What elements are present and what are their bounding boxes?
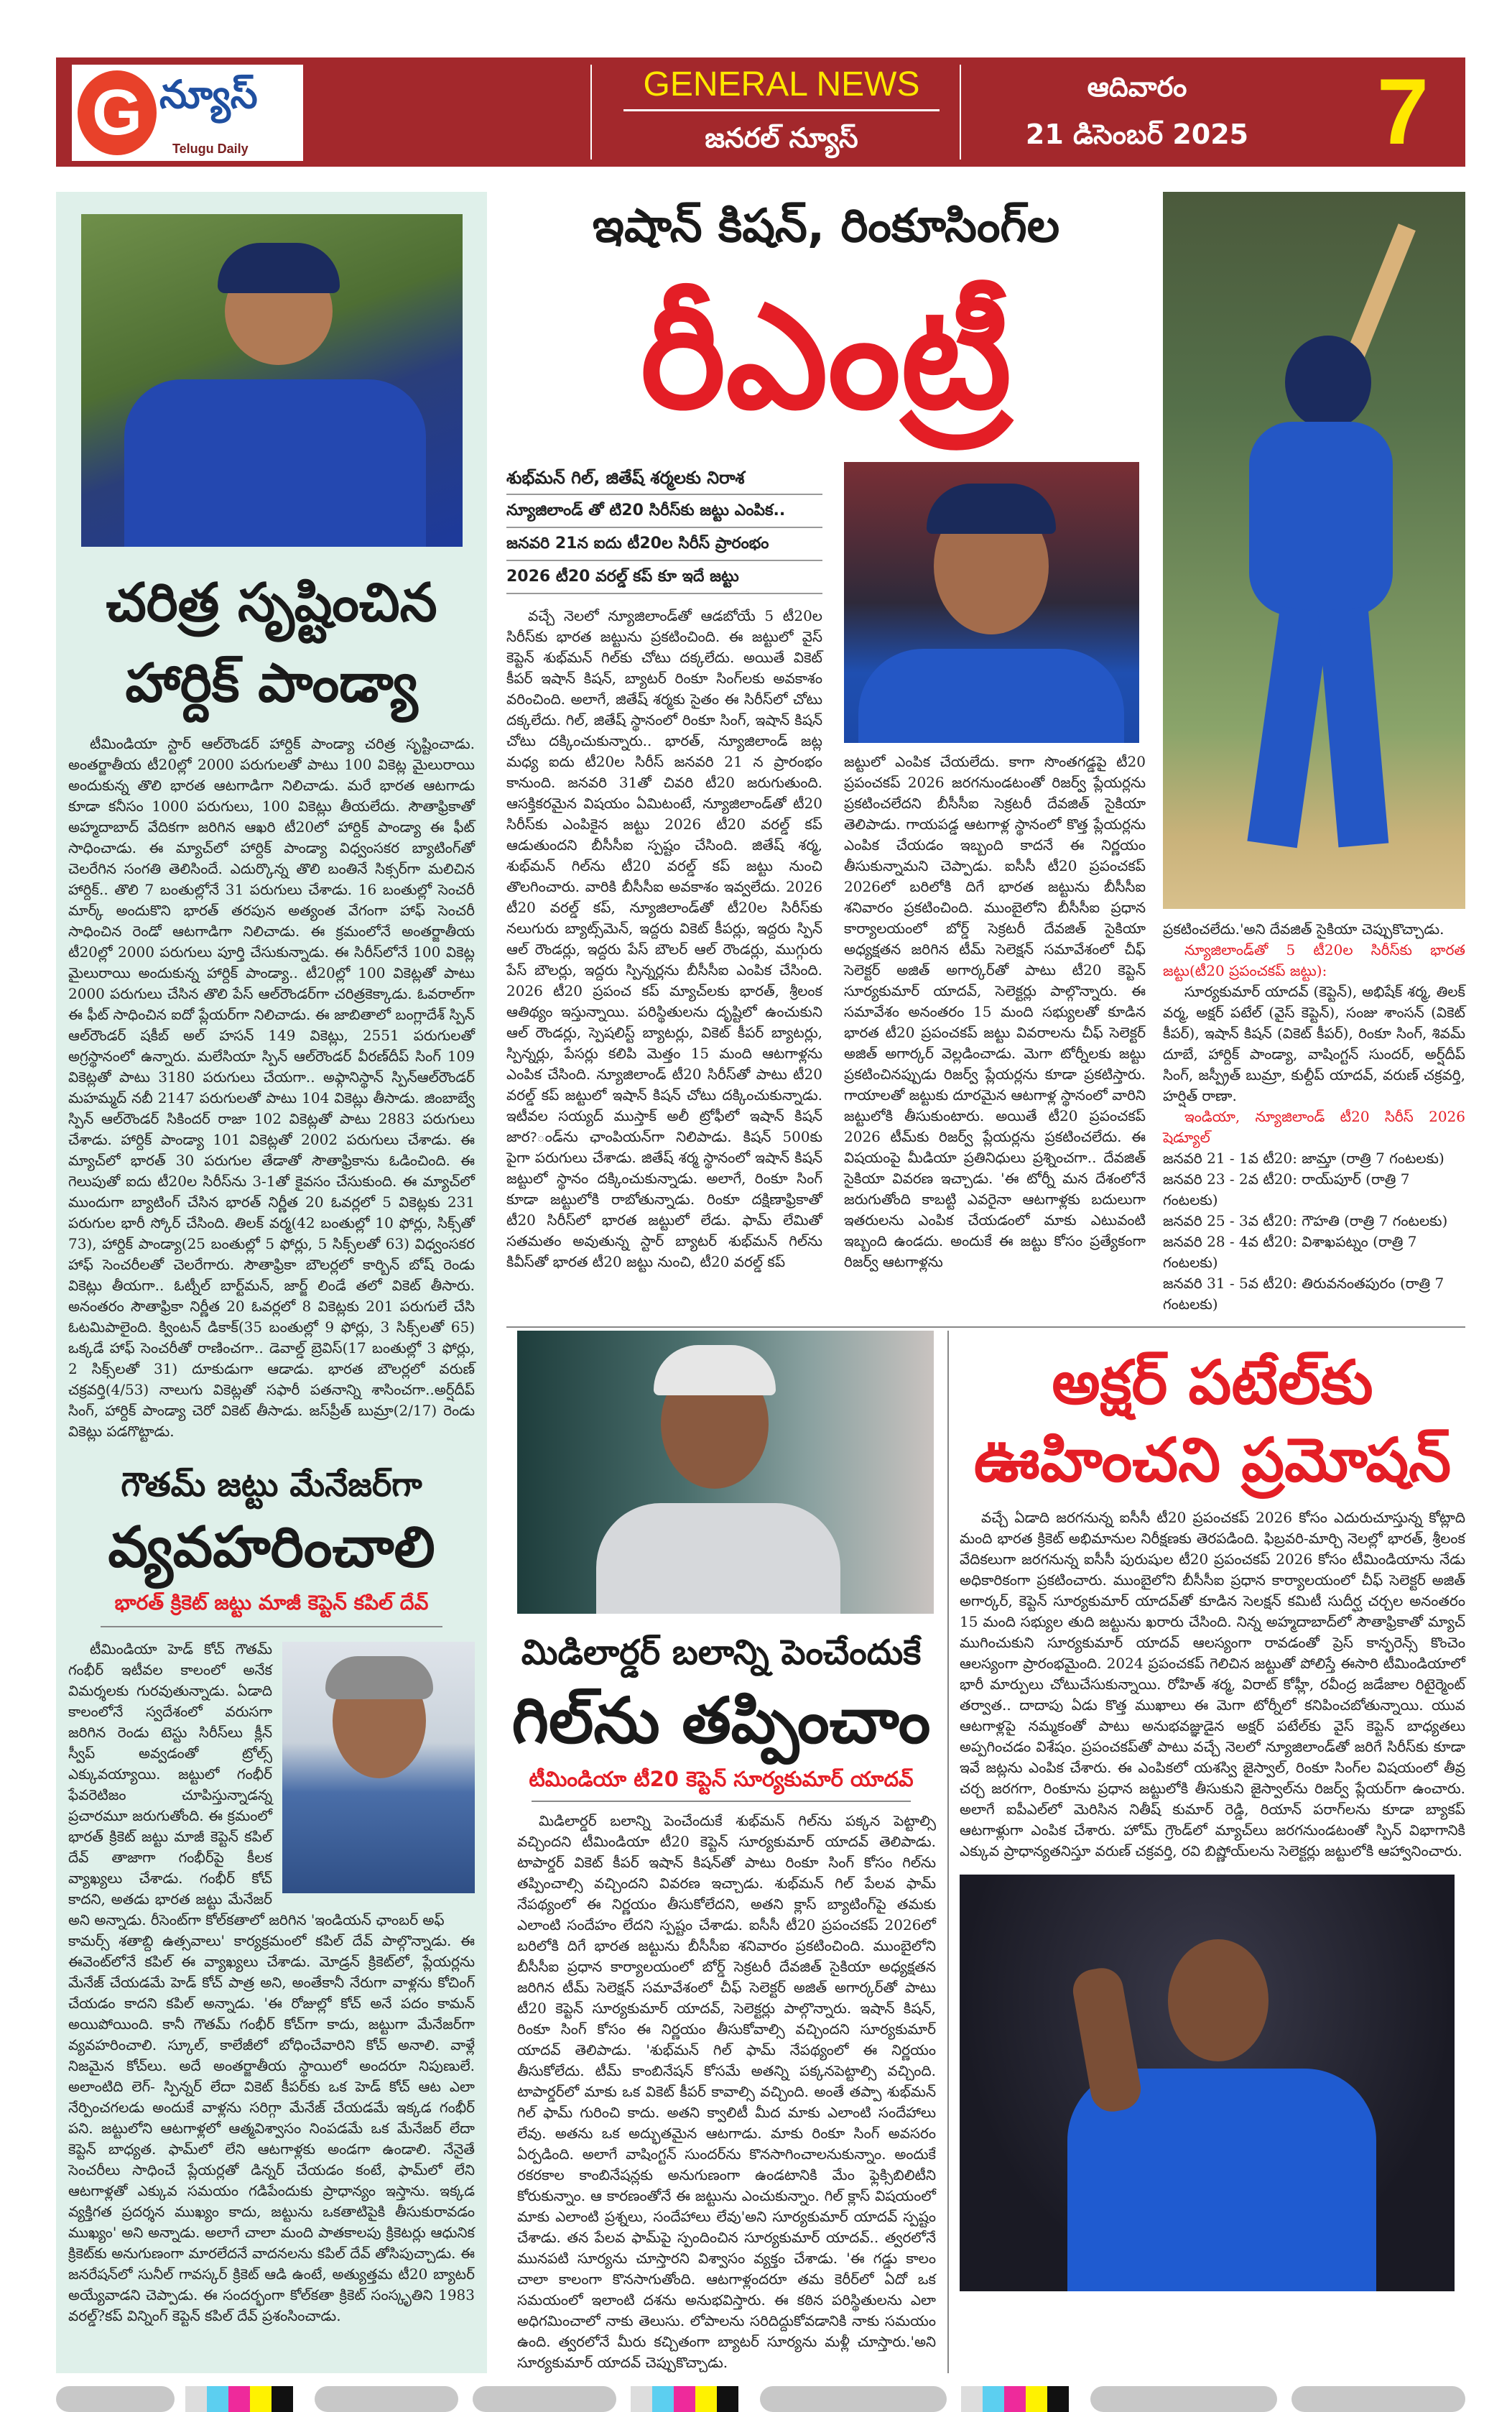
print-color-bar <box>56 2386 1465 2412</box>
header-divider <box>590 65 592 160</box>
axar-patel-photo <box>960 1875 1455 2291</box>
issue-date: 21 డిసెంబర్ 2025 <box>1025 119 1249 150</box>
gill-story <box>506 1331 947 2373</box>
schedule-item: జనవరి 25 - 3వ టీ20: గౌహతి (రాత్రి 7 గంటలకు) <box>1163 1212 1448 1229</box>
gray-bar <box>760 2386 947 2412</box>
hardik-headline <box>68 563 475 724</box>
article-paragraph: ప్రకటించలేదు.'అని దేవజిత్ సైకియా చెప్పుకొచ్చాడు. <box>1163 920 1444 938</box>
article-paragraph: జట్టులో ఎంపిక చేయలేదు. కాగా సొంతగడ్డపై టీ20 ప్రపంచకప్ 2026 జరగనుండటంతో రిజర్వ్ ప్లేయర్లను ప్రకటించలేదని బీసీసీఐ సెక్రటరీ దేవజిత్ సైకియా తెలిపాడు. గాయపడ్డ ఆటగాళ్ల స్థానంలో కొత్త ప్లేయర్లను ఎంపిక చేయడం ఇబ్బంది కాదనే ఈ నిర్ణయం తీసుకున్నామని చెప్పాడు. ఐసీసీ టీ20 ప్రపంచకప్ 2026లో బరిలోకి దిగే భారత జట్టును బీసీసీఐ శనివారం ప్రకటించింది. ముంబైలోని బీసీసీఐ ప్రధాన కార్యాలయంలో బోర్డ్ సెక్రటరీ దేవజిత్ సైకియా అధ్యక్షతన జరిగిన టీమ్ సెలెక్షన్ సమావేశంలో చీఫ్ సెలెక్టర్ అజిత్ అగార్కర్‌తో పాటు టీ20 కెప్టెన్ సూర్యకుమార్ యాదవ్, సెలెక్టర్లు పాల్గొన్నారు. ఈ సమావేశం అనంతరం 15 మంది సభ్యులతో కూడిన భారత టీ20 ప్రపంచకప్ జట్టు వివరాలను చీఫ్ సెలెక్టర్ అజిత్ అగార్కర్ వెల్లడించాడు. మెగా టోర్నీలకు జట్టు ప్రకటించినప్పుడు రిజర్వ్ ప్లేయర్లను కూడా ప్రకటిస్తారు. గాయాలతో జట్టుకు దూరమైన ఆటగాళ్ల స్థానంలో వారిని జట్టులోకి తీసుకుంటారు. అయితే టీ20 ప్రపంచకప్ 2026 టీమ్‌కు రిజర్వ్ ప్లేయర్లను ప్రకటించలేదు. ఈ విషయంపై మీడియా ప్రతినిధులు ప్రశ్నించగా.. దేవజిత్ సైకియా వివరణ ఇచ్చాడు. 'ఈ టోర్నీ మన దేశంలోనే జరుగుతోంది కాబట్టి ఎవరైనా ఆటగాళ్లకు బదులుగా ఇతరులను ఎంపిక చేయడంలో మాకు ఎటువంటి ఇబ్బంది ఉండదు. అందుకే ఈ జట్టు కోసం ప్రత్యేకంగా రిజర్వ్ ఆటగాళ్లను <box>844 753 1146 1270</box>
color-swatch <box>631 2386 652 2412</box>
article-paragraph: మిడిలార్డర్ బలాన్ని పెంచేందుకే శుభ్‌మన్ గిల్‌ను పక్కన పెట్టాల్సి వచ్చిందని టీమిండియా టీ20 కెప్టెన్ సూర్యకుమార్ యాదవ్ తెలిపాడు. టాపార్డర్ వికెట్ కీపర్ ఇషాన్ కిషన్‌తో పాటు రింకూ సింగ్ కోసం గిల్‌ను తప్పించాల్సి వచ్చిందని వివరణ ఇచ్చాడు. శుభ్‌మన్ గిల్ పేలవ ఫామ్ నేపథ్యంలో ఈ నిర్ణయం తీసుకోలేదని, అతని క్లాస్ బ్యాటింగ్‌పై తమకు ఎలాంటి సందేహం లేదని స్పష్టం చేశాడు. ఐసీసీ టీ20 ప్రపంచకప్ 2026లో బరిలోకి దిగే భారత జట్టును బీసీసీఐ శనివారం ప్రకటించింది. ముంబైలోని బీసీసీఐ ప్రధాన కార్యాలయంలో బోర్డ్ సెక్రటరీ దేవజిత్ సైకియా అధ్యక్షతన జరిగిన టీమ్ సెలెక్షన్ సమావేశంలో చీఫ్ సెలెక్టర్ అజిత్ అగార్కర్‌తో పాటు టీ20 కెప్టెన్ సూర్యకుమార్ యాదవ్, సెలెక్టర్లు పాల్గొన్నారు. ఇషాన్ కిషన్, రింకూ సింగ్ కోసం ఈ నిర్ణయం తీసుకోవాల్సి వచ్చిందని సూర్యకుమార్ యాదవ్ తెలిపాడు. 'శుభ్‌మన్ గిల్ ఫామ్ నేపథ్యంలో ఈ నిర్ణయం తీసుకోలేదు. టీమ్ కాంబినేషన్ కోసమే అతన్ని పక్కనపెట్టాల్సి వచ్చింది. టాపార్డర్‌లో మాకు ఒక వికెట్ కీపర్ కావాల్సి వచ్చింది. అంతే తప్పా శుభ్‌మన్ గిల్ ఫామ్ గురించి కాదు. అతని క్వాలిటీ మీద మాకు ఎలాంటి సందేహాలు లేవు. అతను ఒక అద్భుతమైన ఆటగాడు. మాకు రింకూ సింగ్ అవసరం ఏర్పడింది. అలాగే వాషింగ్టన్ సుందర్‌ను కొనసాగించాలనుకున్నాం. అందుకే రకరకాల కాంబినేషన్లకు అనుగుణంగా ఉండటానికి మేం ఫ్లెక్సిబిలిటీని కోరుకున్నాం. ఆ కారణంతోనే ఈ జట్టును ఎంచుకున్నాం. గిల్ క్లాస్ విషయంలో మాకు ఎలాంటి ప్రశ్నలు, సందేహాలు లేవు'అని సూర్యకుమార్ యాదవ్ స్పష్టం చేశాడు. తన పేలవ ఫామ్‌పై స్పందించిన సూర్యకుమార్ యాదవ్.. త్వరలోనే మునపటి సూర్యను చూస్తారని విశ్వాసం వ్యక్తం చేశాడు. 'ఈ గడ్డు కాలం చాలా కాలంగా కొనసాగుతోంది. ఆటగాళ్లందరూ తమ కెరీర్‌లో ఏదో ఒక సమయంలో ఇలాంటి దశను అనుభవిస్తారు. ఈ కఠిన పరిస్థితులను ఎలా అధిగమించాలో నాకు తెలుసు. లోపాలను సరిదిద్దుకోవడానికి నాకు సమయం ఉంది. త్వరలోనే మీరు కచ్చితంగా బ్యాటర్ సూర్యను మళ్లీ చూస్తారు.'అని సూర్యకుమార్ యాదవ్ చెప్పుకొచ్చాడు. <box>517 1812 936 2371</box>
gill-kicker: మిడిలార్డర్ బలాన్ని పెంచేందుకే <box>521 1632 922 1673</box>
gray-bar <box>315 2386 458 2412</box>
newspaper-logo <box>72 65 303 161</box>
axar-story <box>947 1331 1465 2373</box>
suryakumar-yadav-photo <box>517 1331 934 1614</box>
reentry-columns <box>506 462 1146 1272</box>
color-swatch <box>207 2386 228 2412</box>
color-swatch <box>983 2386 1004 2412</box>
top-row <box>506 192 1465 1315</box>
schedule-item: జనవరి 21 - 1వ టీ20: జామ్తా (రాత్రి 7 గంటలకు) <box>1163 1150 1444 1167</box>
axar-headline <box>960 1344 1465 1499</box>
article-paragraph: టీమిండియా హెడ్ కోచ్ గౌతమ్ గంభీర్ ఇటీవల కాలంలో అనేక విమర్శలకు గురవుతున్నాడు. ఏడాది కాలంలోనే స్వదేశంలో వరుసగా జరిగిన రెండు టెస్టు సిరీస్‌లు క్లీన్ స్వీప్ అవ్వడంతో ట్రోల్స్ ఎక్కువయ్యాయి. జట్టులో గంభీర్ ఫేవరెటిజం చూపిస్తున్నాడన్న ప్రచారమూ జరుగుతోంది. ఈ క్రమంలో భారత్ క్రికెట్ జట్టు మాజీ కెప్టెన్ కపిల్ దేవ్ తాజాగా గంభీర్‌పై కీలక వ్యాఖ్యలు చేశాడు. గంభీర్ కోచ్ కాదని, అతడు భారత జట్టు మేనేజర్ అని అన్నాడు. రీసెంట్‌గా కోల్‌కతాలో జరిగిన 'ఇండియన్ ఛాంబర్ అఫ్ <box>68 1640 445 1928</box>
color-swatch <box>1026 2386 1047 2412</box>
color-swatch <box>674 2386 695 2412</box>
article-paragraph: వచ్చే ఏడాది జరగనున్న ఐసీసీ టీ20 ప్రపంచకప్ 2026 కోసం ఎదురుచూస్తున్న కోట్లాది మంది భారత క్రికెట్ అభిమానుల నిరీక్షణకు తెరపడింది. ఫిబ్రవరి-మార్చి నెలల్లో భారత్, శ్రీలంక వేదికలుగా జరగనున్న ఐసీసీ పురుషుల టీ20 ప్రపంచకప్ 2026 కోసం టీమిండియాను నేడు అధికారికంగా ప్రకటించారు. ముంబైలోని బీసీసీఐ ప్రధాన కార్యాలయంలో చీఫ్ సెలెక్టర్ అజిత్ అగార్కర్, కెప్టెన్ సూర్యకుమార్ యాదవ్‌తో కూడిన సెలక్షన్ కమిటీ సుదీర్ఘ చర్చల అనంతరం 15 మంది సభ్యుల తుది జట్టును ఖరారు చేసింది. నిన్న అహ్మదాబాద్‌లో సౌతాఫ్రికాతో మ్యాచ్ ముగించుకుని సూర్యకుమార్ యాదవ్ ఆలస్యంగా రావడంతో ప్రెస్ కాన్ఫరెన్స్ కొంచెం ఆలస్యంగా ప్రారంభమైంది. 2024 ప్రపంచకప్ గెలిచిన జట్టుతో పోలిస్తే ఈసారి టీమిండియాలో భారీ మార్పులు చోటుచేసుకున్నాయి. రోహిత్ శర్మ, విరాట్ కోహ్లీ, రవీంద్ర జడేజాల రిటైర్మెంట్ తర్వాత.. దాదాపు ఏడు కొత్త ముఖాలు ఈ మెగా టోర్నీలో కనిపించబోతున్నాయి. యువ ఆటగాళ్లపై నమ్మకంతో పాటు అనుభవజ్ఞుడైన అక్షర్ పటేల్‌కు వైస్ కెప్టెన్ బాధ్యతలు అప్పగించడం విశేషం. ప్రపంచకప్‌తో పాటు వచ్చే నెలలో న్యూజిలాండ్‌తో జరిగే సిరీస్‌కు కూడా ఇవే జట్లను ఎంపిక చేశారు. ఈ ఎంపికలో యశస్వి జైస్వాల్, రింకూ సింగ్‌ల విషయంలో తీవ్ర చర్చ జరగగా, రింకూను ప్రధాన జట్టులోకి తీసుకుని జైస్వాల్‌ను రిజర్వ్ ప్లేయర్‌గా ఉంచారు. అలాగే ఐపీఎల్‌లో మెరిసిన నితీష్ కుమార్ రెడ్డి, రియాన్ పరాగ్‌లను కూడా బ్యాకప్ ఆటగాళ్లుగా ఎంపిక చేశారు. హోమ్ గ్రౌండ్‌లో మ్యాచ్‌లు జరగనుండటంతో స్పిన్ విభాగానికి ఎక్కువ ప్రాధాన్యతనిస్తూ వరుణ్ చక్రవర్తి, రవి బిష్ణోయ్‌లను సెలెక్టర్లు జట్టులోకి ఆహ్వానించారు. <box>960 1509 1465 1859</box>
color-swatch <box>185 2386 207 2412</box>
gill-headline: గిల్‌ను తప్పించాం <box>511 1683 931 1757</box>
kapil-byline: భారత్ క్రికెట్ జట్టు మాజీ కెప్టెన్ కపిల్ దేవ్ <box>114 1591 429 1614</box>
color-swatch <box>717 2386 738 2412</box>
schedule-item: జనవరి 23 - 2వ టీ20: రాయ్‌పూర్ (రాత్రి 7 గంటలకు) <box>1163 1170 1410 1209</box>
issue-day: ఆదివారం <box>1087 71 1187 103</box>
kapil-dev-photo <box>282 1642 475 1893</box>
logo-g-mark: G <box>78 70 157 155</box>
reentry-body-col2 <box>844 752 1146 1272</box>
article-paragraph: కామర్స్ శతాబ్ది ఉత్సవాలు' కార్యక్రమంలో కపిల్ దేవ్ పాల్గొన్నాడు. ఈ ఈవెంట్‌లోనే కపిల్ ఈ వ్యాఖ్యలు చేశాడు. మోడ్రన్ క్రికెట్‌లో, ప్లేయర్లను మేనేజ్ చేయడమే హెడ్ కోచ్ పాత్ర అని, అంతేకానీ నేరుగా వాళ్లను కోచింగ్ చేయడం కాదని కపిల్ అన్నాడు. 'ఈ రోజుల్లో కోచ్ అనే పదం కామన్ అయిపోయింది. కానీ గౌతమ్ గంభీర్ కోచ్‌గా కాదు, జట్టుగా మేనేజర్‌గా వ్యవహరించాలి. స్కూల్, కాలేజీలో బోధించేవారిని కోచ్ అనాలి. వాళ్లే నిజమైన కోచ్‌లు. అదే అంతర్జాతీయ స్థాయిలో అందరూ నిపుణులే. అలాంటిది లెగ్- స్పిన్నర్ లేదా వికెట్ కీపర్‌కు ఒక హెడ్ కోచ్ ఆట ఎలా నేర్పించగలడు అందుకే వాళ్లను సరిగ్గా మేనేజ్ చేయడమే ఇక్కడ గంభీర్ పని. జట్టులోని ఆటగాళ్లలో ఆత్మవిశ్వాసం నింపడమే ఒక మేనేజర్ లేదా కెప్టెన్ బాధ్యత. ఫామ్‌లో లేని ఆటగాళ్లకు అండగా ఉండాలి. నేనైతే సెంచరీలు సాధించే ప్లేయర్లతో డిన్నర్ చేయడం కంటే, ఫామ్‌లో లేని ఆటగాళ్లతో ఎక్కువ సమయం గడిపేందుకు ప్రాధాన్యం ఇస్తాను. ఇక్కడ వ్యక్తిగత ప్రదర్శన ముఖ్యం కాదు, జట్టును ఒకతాటిపైకి తీసుకురావడం ముఖ్యం' అని అన్నాడు. అలాగే చాలా మంది పాతకాలపు క్రికెటర్లు ఆధునిక క్రికెట్‌కు అనుగుణంగా మారలేదనే వాదనలను కపిల్ దేవ్ తోసిపుచ్చాడు. ఈ జనరేషన్‌లో సునీల్ గావస్కర్ క్రికెట్ ఆడి ఉంటే, అత్యుత్తమ టీ20 బ్యాటర్ అయ్యేవాడని చెప్పాడు. ఈ సందర్భంగా కోల్‌కతా క్రికెట్ సంస్కృతిని 1983 వరల్డ్?కప్ విన్నింగ్ కెప్టెన్ కపిల్ దేవ్ ప్రశంసించాడు. <box>68 1932 475 2324</box>
page-body <box>56 192 1465 2373</box>
kapil-article-body <box>68 1639 475 2326</box>
reentry-right-subcolumn <box>844 462 1146 1272</box>
reentry-left-subcolumn <box>506 462 822 1272</box>
hardik-article-body <box>68 734 475 1442</box>
page-number: 7 <box>1376 59 1429 164</box>
hardik-pandya-photo <box>81 214 463 547</box>
kapil-headline-line2: వ్యవహరించాలి <box>108 1515 435 1580</box>
gray-bar <box>56 2386 175 2412</box>
gray-bar <box>1090 2386 1277 2412</box>
section-divider <box>506 1326 1465 1328</box>
color-swatch <box>228 2386 250 2412</box>
gill-article-body <box>517 1811 936 2373</box>
rinku-singh-photo <box>844 462 1139 743</box>
subhead: న్యూజిలాండ్ తో టి20 సిరీస్‌కు జట్టు ఎంపిక.. <box>506 495 822 528</box>
color-swatch <box>1004 2386 1026 2412</box>
color-swatch <box>652 2386 674 2412</box>
reentry-story <box>506 192 1146 1272</box>
logo-wordmark: న్యూస్ <box>159 73 258 116</box>
subhead: జనవరి 21న ఐదు టీ20ల సిరీస్ ప్రారంభం <box>506 528 822 561</box>
schedule-title: ఇండియా, న్యూజిలాండ్ టీ20 సిరీస్ 2026 షెడ్యూల్ <box>1163 1108 1465 1146</box>
right-area <box>506 192 1465 2373</box>
gray-bar <box>473 2386 616 2412</box>
gill-byline: టీమిండియా టీ20 కెప్టెన్ సూర్యకుమార్ యాదవ్ <box>529 1767 914 1791</box>
header-divider <box>960 65 961 160</box>
reentry-body-col3 <box>1163 919 1465 1315</box>
hardik-headline-line2: హార్దిక్ పాండ్యా <box>125 652 418 714</box>
reentry-body-col1 <box>506 606 822 1272</box>
subhead: శుభ్‌మన్ గిల్, జితేష్ శర్మలకు నిరాశ <box>506 462 822 495</box>
color-swatch <box>961 2386 983 2412</box>
divider <box>101 1626 442 1627</box>
reentry-subheads <box>506 462 822 594</box>
article-paragraph: వచ్చే నెలలో న్యూజిలాండ్‌తో ఆడబోయే 5 టీ20ల సిరీస్‌కు భారత జట్టును ప్రకటించింది. ఈ జట్టులో వైస్ కెప్టెన్ శుభ్‌మన్ గిల్‌కు చోటు దక్కలేదు. అయితే వికెట్ కీపర్ ఇషాన్ కిషన్, బ్యాటర్ రింకూ సింగ్‌లకు అవకాశం వరించింది. అలాగే, జితేష్ శర్మకు సైతం ఈ సిరీస్‌లో చోటు దక్కలేదు. గిల్, జితేష్ స్థానంలో రింకూ సింగ్, ఇషాన్ కిషన్ చోటు దక్కించుకున్నారు.. భారత్, న్యూజిలాండ్ జట్ల మధ్య ఐదు టీ20ల సిరీస్ జనవరి 21 న ప్రారంభం కానుంది. జనవరి 31తో చివరి టీ20 జరుగుతుంది. ఆసక్తికరమైన విషయం ఏమిటంటే, న్యూజిలాండ్‌తో టీ20 సిరీస్‌కు ఎంపికైన జట్టు 2026 టీ20 వరల్డ్ కప్ ఆడుతుందని బీసీసీఐ స్పష్టం చేసింది. జితేష్ శర్మ, శుభ్‌మన్ గిల్‌ను టీ20 వరల్డ్ కప్ జట్టు నుంచి తొలగించారు. వారికి బీసీసీఐ అవకాశం ఇవ్వలేదు. 2026 టీ20 వరల్డ్ కప్, న్యూజిలాండ్‌తో టీ20ల సిరీస్‌కు నలుగురు బ్యాట్స్‌మెన్, ఇద్దరు వికెట్ కీపర్లు, ఇద్దరు స్పిన్ ఆల్ రౌండర్లు, ఇద్దరు పేస్ బౌలర్ ఆల్ రౌండర్లు, ముగ్గురు పేస్ బౌలర్లు, ఇద్దరు స్పిన్నర్లను బీసీసీఐ ఎంపిక చేసింది. 2026 టీ20 ప్రపంచ కప్ మ్యాచ్‌లకు భారత్, శ్రీలంక ఆతిథ్యం ఇస్తున్నాయి. పరిస్థితులను దృష్టిలో ఉంచుకుని ఆల్ రౌండర్లు, స్పెషలిస్ట్ బ్యాటర్లు, వికెట్ కీపర్ బ్యాటర్లు, స్పిన్నర్లు, పేసర్లు కలిపి మెత్తం 15 మంది ఆటగాళ్లను ఎంపిక చేసింది. న్యూజిలాండ్ టీ20 సిరీస్‌తో పాటు టీ20 వరల్డ్ కప్ జట్టులో ఇషాన్ కిషన్ చోటు దక్కించుకున్నాడు. ఇటీవల సయ్యద్ ముస్తాక్ అలీ ట్రోఫీలో ఇషాన్ కిషన్ జార?ండ్‌ను ఛాంపియన్‌గా నిలిపాడు. కిషన్ 500కు పైగా పరుగులు చేశాడు. జితేష్ శర్మ స్థానంలో ఇషాన్ కిషన్ జట్టులో స్థానం దక్కించుకున్నాడు. అలాగే, రింకూ సింగ్ కూడా జట్టులోకి రాబోతున్నాడు. రింకూ దక్షిణాఫ్రికాతో టీ20 సిరీస్‌లో భారత జట్టులో లేడు. ఫామ్ లేమితో సతమతం అవుతున్న స్టార్ బ్యాటర్ శుభ్‌మన్ గిల్‌ను కివీస్‌తో భారత టీ20 జట్టు నుంచి, టీ20 వరల్డ్ కప్ <box>506 607 822 1270</box>
color-swatch <box>1047 2386 1069 2412</box>
axar-article-body <box>960 1507 1465 1862</box>
section-title-telugu: జనరల్ న్యూస్ <box>705 122 858 154</box>
section-title-rule <box>623 109 940 111</box>
schedule-item: జనవరి 31 - 5వ టీ20: తిరువనంతపురం (రాత్రి 7 గంటలకు) <box>1163 1275 1444 1313</box>
squad-title: న్యూజిలాండ్‌తో 5 టీ20ల సిరీస్‌కు భారత జట్టు(టీ20 ప్రపంచకప్ జట్టు): <box>1163 941 1465 979</box>
axar-headline-line1: అక్షర్ పటేల్‌కు <box>1052 1347 1373 1418</box>
schedule-item: జనవరి 28 - 4వ టీ20: విశాఖపట్నం (రాత్రి 7 గంటలకు) <box>1163 1233 1417 1271</box>
squad-list: సూర్యకుమార్ యాదవ్ (కెప్టెన్), అభిషేక్ శర్మ, తిలక్ వర్మ, అక్షర్ పటేల్ (వైస్ కెప్టెన్), సంజు శాంసన్ (వికెట్ కీపర్), ఇషాన్ కిషన్ (వికెట్ కీపర్), రింకూ సింగ్, శివమ్ దూబే, హార్దిక్ పాండ్యా, వాషింగ్టన్ సుందర్, అర్ష్‌దీప్ సింగ్, జస్ప్రీత్ బుమ్రా, కుల్దీప్ యాదవ్, వరుణ్ చక్రవర్తి, హర్షిత్ రాణా. <box>1163 983 1465 1104</box>
left-column-panel <box>56 192 487 2373</box>
color-swatch <box>695 2386 717 2412</box>
kapil-headline <box>68 1461 475 1619</box>
kapil-headline-line1: గౌతమ్ జట్టు మేనేజర్‌గా <box>121 1465 422 1504</box>
logo-tagline: Telugu Daily <box>172 142 249 156</box>
right-column <box>1163 192 1465 1315</box>
divider <box>532 1801 911 1802</box>
article-paragraph: టీమిండియా స్టార్ ఆల్‌రౌండర్ హార్దిక్ పాండ్యా చరిత్ర సృష్టించాడు. అంతర్జాతీయ టీ20ల్లో 2000 పరుగులతో పాటు 100 వికెట్ల మైలురాయి అందుకున్న తొలి భారత ఆటగాడిగా నిలిచాడు. మరే భారత ఆటగాడు కూడా కనీసం 1000 పరుగులు, 100 వికెట్లు తీయలేదు. సౌతాఫ్రికాతో అహ్మదాబాద్ వేదికగా జరిగిన ఆఖరి టీ20లో హార్దిక్ పాండ్యా ఈ ఫీట్ సాధించాడు. ఈ మ్యాచ్‌లో హార్దిక్ పాండ్యా విధ్వంసకర బ్యాటింగ్‌తో చెలరేగిన సంగతి తెలిసిందే. ఎదుర్కొన్న తొలి బంతినే సిక్సర్‌గా మలిచిన హార్దిక్.. తొలి 7 బంతుల్లోనే 31 పరుగులు చేశాడు. 16 బంతుల్లో సెంచరీ మార్క్ అందుకొని భారత్ తరపున అత్యంత వేగంగా హాఫ్ సెంచరీ సాధించిన రెండో ఆటగాడిగా నిలిచాడు. ఈ క్రమంలోనే అంతర్జాతీయ టీ20ల్లో 2000 పరుగులు పూర్తి చేసుకున్నాడు. ఈ సిరీస్‌లోనే 100 వికెట్ల మైలురాయి అందుకున్న హార్దిక్ పాండ్యా.. టీ20ల్లో 100 వికెట్లతో పాటు 2000 పరుగులు చేసిన తొలి పేస్ ఆల్‌రౌండర్‌గా చరిత్రకెక్కాడు. ఓవరాల్‌గా ఈ ఫీట్ సాధించిన ఐదో ప్లేయర్‌గా నిలిచాడు. ఈ జాబితాలో బంగ్లాదేశ్ స్పిన్ ఆల్‌రౌండర్ షకీబ్ అల్ హసన్ 149 వికెట్లు, 2551 పరుగులతో అగ్రస్థానంలో ఉన్నారు. మలేసియా స్పిన్ ఆల్‌రౌండర్ వీరణ్‌దీప్ సింగ్ 109 వికెట్లతో పాటు 3180 పరుగులు చేయగా.. అఫ్గానిస్థాన్ స్పిన్‌ఆల్‌రౌండర్ మహమ్మద్ నబీ 2147 పరుగులతో పాటు 104 వికెట్లు తీసాడు. జింబాబ్వే స్పిన్ ఆల్‌రౌండర్ సికిందర్ రాజా 102 వికెట్లతో పాటు 2883 పరుగులు చేశాడు. హార్దిక్ పాండ్యా 101 వికెట్లతో 2002 పరుగులు చేశాడు. ఈ మ్యాచ్‌లో భారత్ 30 పరుగుల తేడాతో సౌతాఫ్రికాను ఓడించింది. ఈ గెలుపుతో ఐదు టీ20ల సిరీస్‌ను 3-1తో కైవసం చేసుకుంది. ఈ మ్యాచ్‌లో ముందుగా బ్యాటింగ్ చేసిన భారత్ నిర్ణీత 20 ఓవర్లలో 5 వికెట్లకు 231 పరుగుల భారీ స్కోర్ చేసింది. తిలక్ వర్మ(42 బంతుల్లో 10 ఫోర్లు, సిక్స్‌తో 73), హార్దిక్ పాండ్యా(25 బంతుల్లో 5 ఫోర్లు, 5 సిక్స్‌లతో 63) విధ్వంసకర హాఫ్ సెంచరీలతో చెలరేగారు. సౌతాఫ్రికా బౌలర్లలో కార్బిన్ బోష్ రెండు వికెట్లు తీయగా.. ఓట్నీల్ బార్ట్‌మన్, జార్జ్ లిండే తలో వికెట్ తీసారు. అనంతరం సౌతాఫ్రికా నిర్ణీత 20 ఓవర్లలో 8 వికెట్లకు 201 పరుగులే చేసి ఓటమిపాలైంది. క్వింటన్ డికాక్(35 బంతుల్లో 9 ఫోర్లు, 3 సిక్స్‌లతో 65) ఒక్కడే హాఫ్ సెంచరీతో రాణించగా.. డెవాల్డ్ బ్రెవిస్(17 బంతుల్లో 3 ఫోర్లు, 2 సిక్స్‌లతో 31) దూకుడుగా ఆడాడు. భారత బౌలర్లలో వరుణ్ చక్రవర్తి(4/53) నాలుగు వికెట్లతో సఫారీ పతనాన్ని శాసించగా..అర్ష్‌దీప్ సింగ్, హార్దిక్ పాండ్యా చెరో వికెట్ తీసాడు. జస్‌ప్రీత్ బుమ్రా(2/17) రెండు వికెట్లు పడగొట్టాడు. <box>68 735 475 1440</box>
reentry-kicker: ఇషాన్ కిషన్, రింకూసింగ్‌ల <box>592 200 1060 253</box>
bottom-row <box>506 1331 1465 2373</box>
hardik-headline-line1: చరిత్ర సృష్టించిన <box>106 572 437 634</box>
section-title-english: GENERAL NEWS <box>643 65 920 103</box>
gray-bar <box>1291 2386 1465 2412</box>
subhead: 2026 టీ20 వరల్డ్ కప్ కూ ఇదే జట్టు <box>506 561 822 594</box>
color-swatch <box>272 2386 293 2412</box>
reentry-headline: రీఎంట్రీ <box>640 274 1012 441</box>
newspaper-page <box>56 57 1465 2412</box>
color-swatch <box>250 2386 272 2412</box>
axar-headline-line2: ఊహించని ప్రమోషన్ <box>973 1425 1452 1495</box>
masthead <box>56 57 1465 167</box>
ishan-kishan-photo <box>1163 192 1465 909</box>
